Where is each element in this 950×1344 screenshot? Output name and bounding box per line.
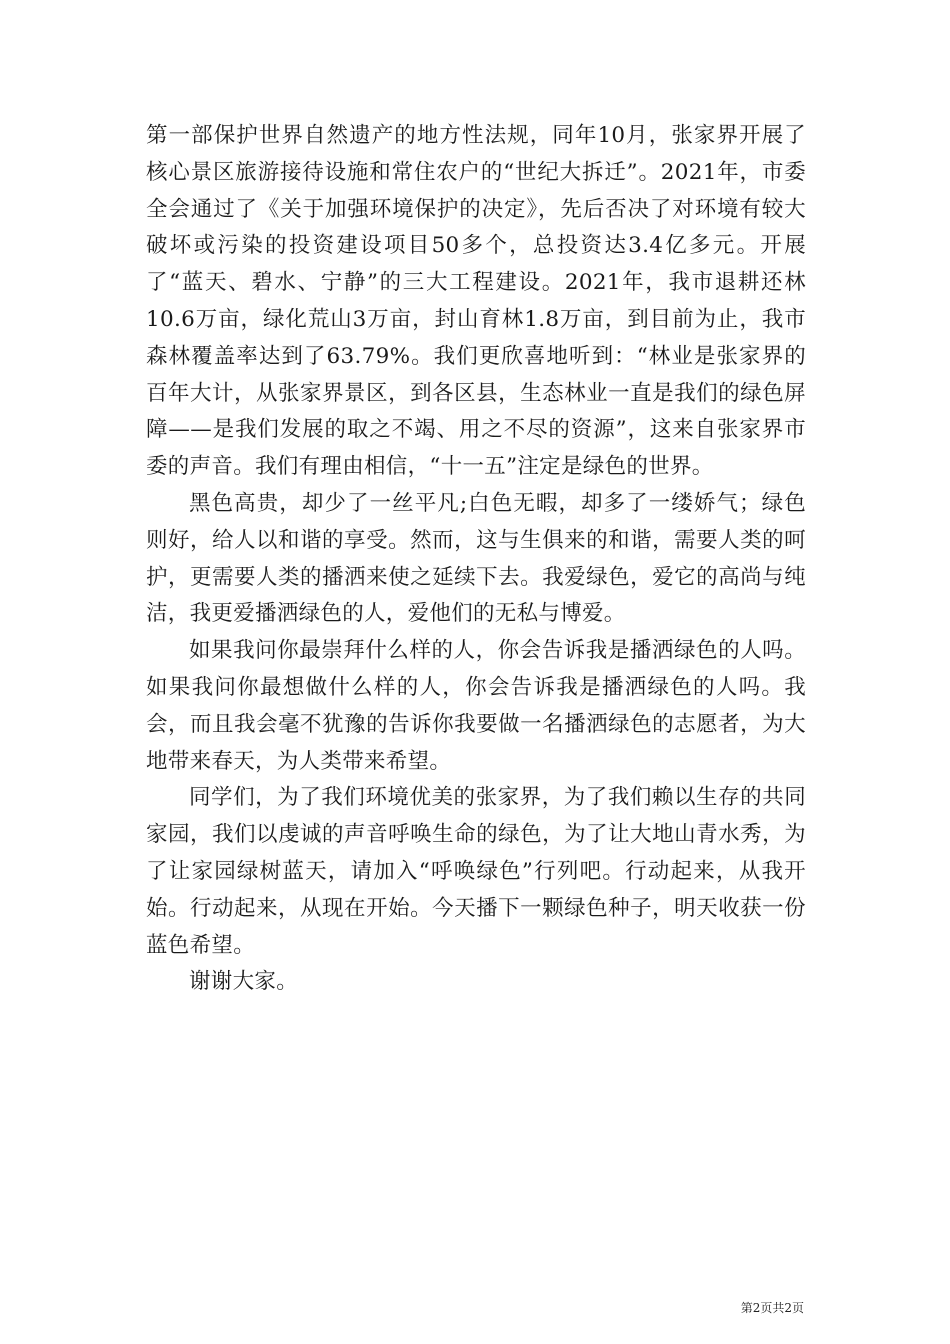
paragraph-call-to-action: 同学们，为了我们环境优美的张家界，为了我们赖以生存的共同家园，我们以虔诚的声音呼唤生命的绿色，为了让大地山青水秀，为了让家园绿树蓝天，请加入“呼唤绿色”行列吧。行动起来，从我开始。行动起来，从现在开始。今天播下一颗绿色种子，明天收获一份蓝色希望。	[146, 785, 806, 958]
paragraph-volunteer: 如果我问你最崇拜什么样的人，你会告诉我是播洒绿色的人吗。如果我问你最想做什么样的人，你会告诉我是播洒绿色的人吗。我会，而且我会毫不犹豫的告诉你我要做一名播洒绿色的志愿者，为大地带来春天，为人类带来希望。	[146, 638, 806, 774]
paragraph-thanks: 谢谢大家。	[189, 969, 299, 995]
document-body	[146, 118, 806, 1001]
paragraph-colors: 黑色高贵，却少了一丝平凡;白色无暇，却多了一缕娇气；绿色则好，给人以和谐的享受。然而，这与生俱来的和谐，需要人类的呵护，更需要人类的播洒来使之延续下去。我爱绿色，爱它的高尚与纯洁，我更爱播洒绿色的人，爱他们的无私与博爱。	[146, 490, 806, 627]
page-number: 第2页共2页	[740, 1301, 804, 1315]
paragraph-continuation: 第一部保护世界自然遗产的地方性法规，同年10月，张家界开展了核心景区旅游接待设施和常住农户的“世纪大拆迁”。2021年，市委全会通过了《关于加强环境保护的决定》，先后否决了对环境有较大破坏或污染的投资建设项目50多个，总投资达3.4亿多元。开展了“蓝天、碧水、宁静”的三大工程建设。2021年，我市退耕还林10.6万亩，绿化荒山3万亩，封山育林1.8万亩，到目前为止，我市森林覆盖率达到了63.79%。我们更欣喜地听到：“林业是张家界的百年大计，从张家界景区，到各区县，生态林业一直是我们的绿色屏障——是我们发展的取之不竭、用之不尽的资源”，这来自张家界市委的声音。我们有理由相信，“十一五”注定是绿色的世界。	[146, 123, 806, 480]
